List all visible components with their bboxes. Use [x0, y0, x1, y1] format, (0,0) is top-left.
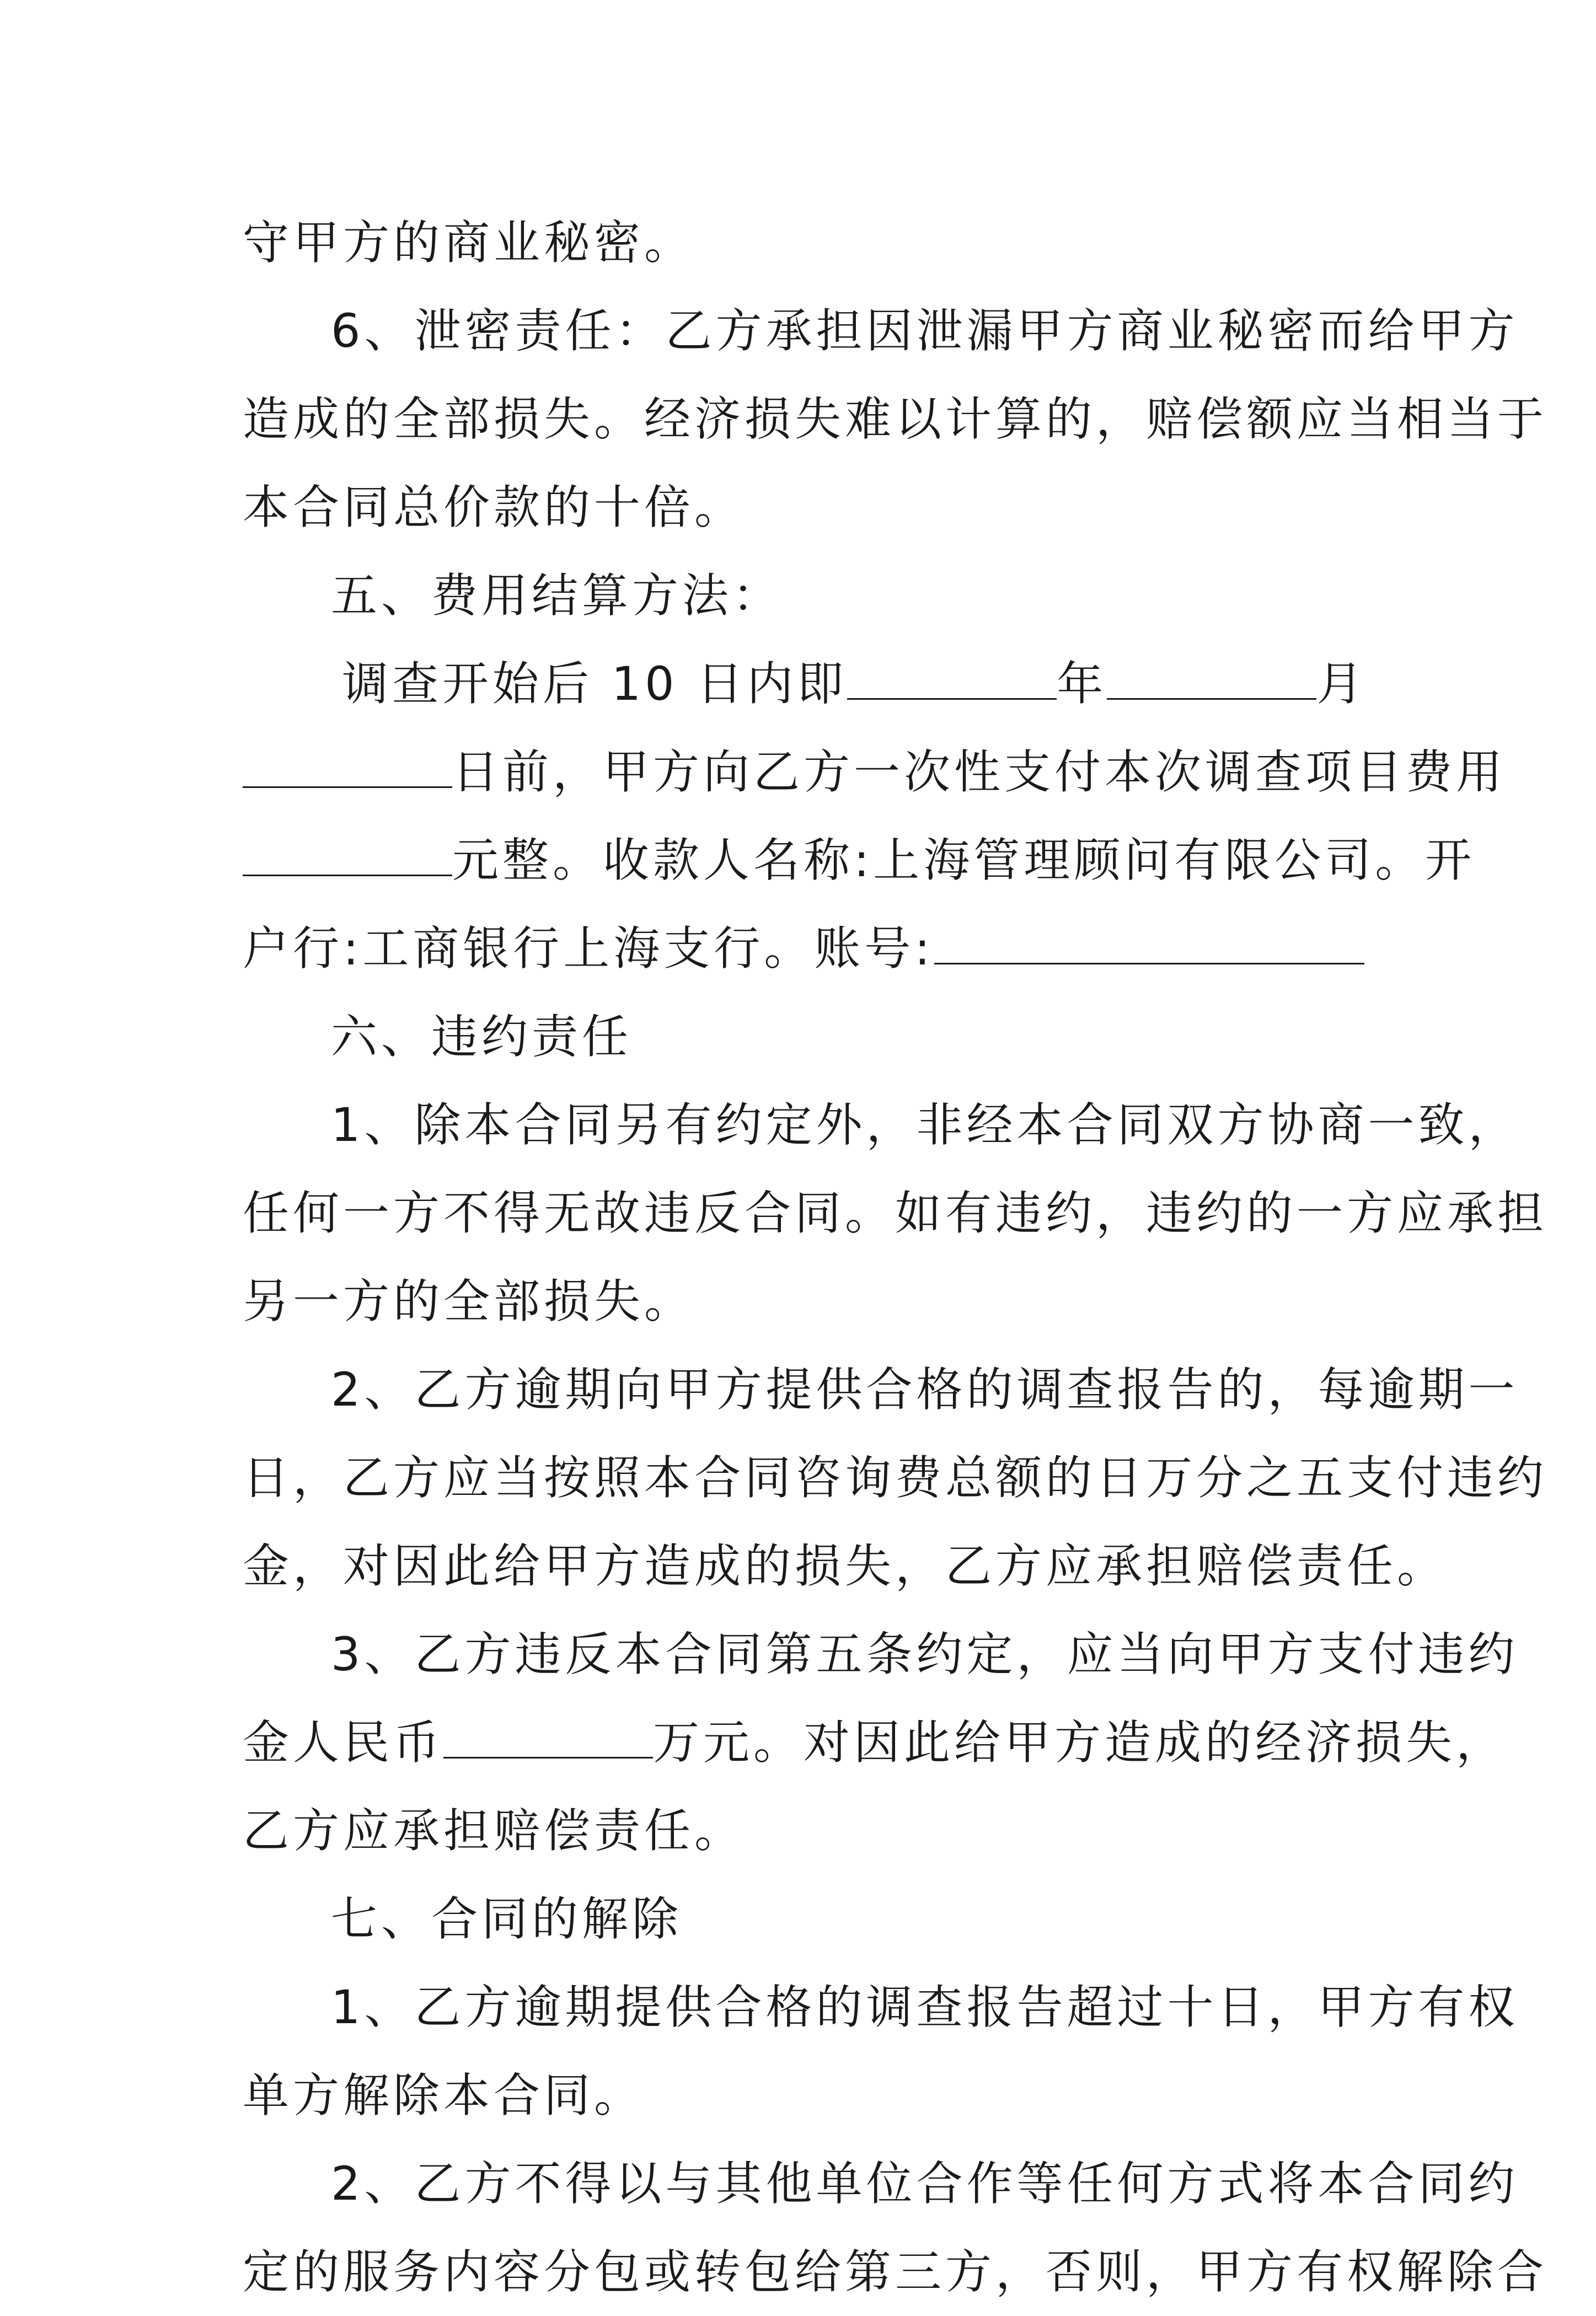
- blank-underline: [443, 1702, 653, 1759]
- text-line: 1、乙方逾期提供合格的调查报告超过十日，甲方有权: [331, 1980, 1519, 2034]
- text-segment: 日前，甲方向乙方一次性支付本次调查项目费用: [452, 745, 1507, 799]
- text-segment: 万元。对因此给甲方造成的经济损失，: [653, 1715, 1507, 1770]
- text-line: 造成的全部损失。经济损失难以计算的，赔偿额应当相当于: [243, 392, 1548, 446]
- section-heading: 六、违约责任: [331, 1010, 633, 1064]
- text-line-with-blanks: [243, 816, 1476, 904]
- text-line: 守甲方的商业秘密。: [243, 216, 695, 270]
- blank-underline: [934, 908, 1364, 964]
- blank-underline: [243, 819, 452, 876]
- text-line: 1、除本合同另有约定外，非经本合同双方协商一致，: [331, 1098, 1519, 1152]
- text-line: 3、乙方违反本合同第五条约定，应当向甲方支付违约: [331, 1627, 1519, 1681]
- text-line-with-blanks: [243, 904, 1368, 993]
- text-line: 乙方应承担赔偿责任。: [243, 1804, 745, 1858]
- text-line: 日，乙方应当按照本合同咨询费总额的日万分之五支付违约: [243, 1451, 1548, 1505]
- blank-underline: [243, 731, 452, 788]
- text-line: 任何一方不得无故违反合同。如有违约，违约的一方应承担: [243, 1186, 1548, 1240]
- section-heading: 五、费用结算方法：: [331, 569, 783, 623]
- text-line: 金，对因此给甲方造成的损失，乙方应承担赔偿责任。: [243, 1539, 1448, 1593]
- text-segment: 户行:工商银行上海支行。账号:: [243, 921, 934, 975]
- text-segment: 元整。收款人名称:上海管理顾问有限公司。开: [452, 833, 1476, 887]
- text-segment: 年: [1057, 657, 1107, 711]
- blank-underline: [847, 643, 1057, 700]
- text-segment: 调查开始后 10 日内即: [342, 657, 848, 711]
- text-line: 本合同总价款的十倍。: [243, 480, 745, 534]
- text-line: 另一方的全部损失。: [243, 1274, 695, 1328]
- text-line: 2、乙方逾期向甲方提供合格的调查报告的，每逾期一: [331, 1363, 1519, 1417]
- text-line: 单方解除本合同。: [243, 2068, 645, 2122]
- document-page: [243, 199, 1548, 2316]
- text-line: 2、乙方不得以与其他单位合作等任何方式将本合同约: [331, 2157, 1519, 2211]
- section-heading: 七、合同的解除: [331, 1892, 683, 1946]
- blank-underline: [1107, 643, 1316, 700]
- text-segment: 金人民币: [243, 1715, 444, 1770]
- text-line: 6、泄密责任：乙方承担因泄漏甲方商业秘密而给甲方: [331, 304, 1519, 358]
- text-line-with-blanks: [243, 640, 1368, 728]
- text-line-with-blanks: [243, 728, 1507, 816]
- text-line: 定的服务内容分包或转包给第三方，否则，甲方有权解除合: [243, 2245, 1548, 2299]
- text-line-with-blanks: [243, 1698, 1507, 1787]
- text-segment: 月: [1316, 657, 1367, 711]
